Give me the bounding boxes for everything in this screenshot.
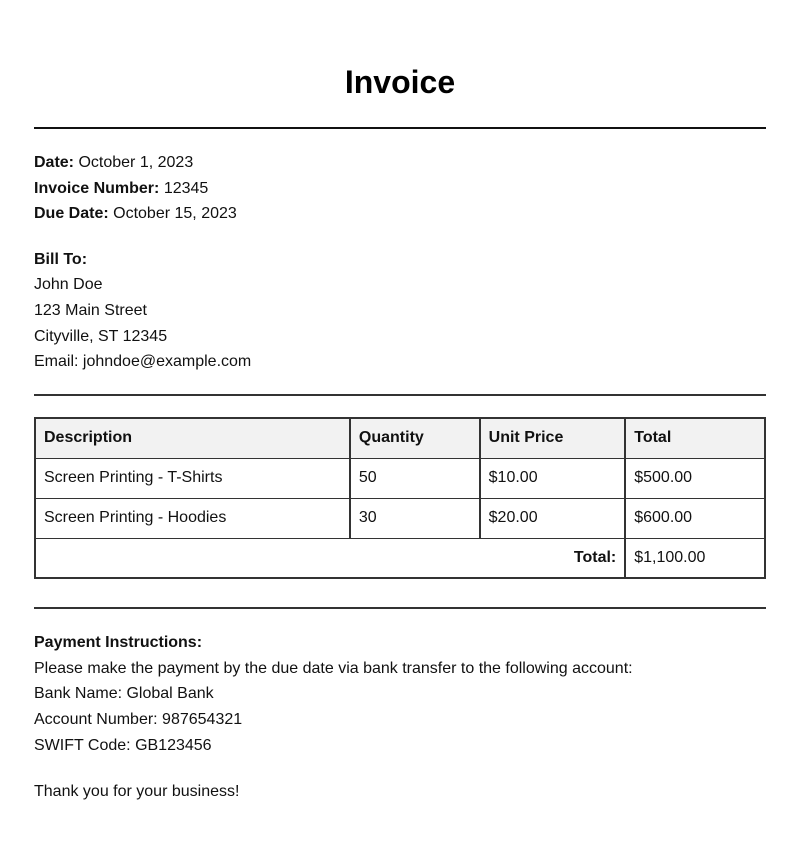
due-date-label: Due Date: [34,205,109,222]
due-date-value: October 15, 2023 [113,205,237,222]
closing-message: Thank you for your business! [34,783,240,800]
grand-total-value: $1,100.00 [625,538,765,578]
bank-name: Bank Name: Global Bank [34,685,214,702]
column-header-description: Description [35,418,350,458]
bill-to-city: Cityville, ST 12345 [34,328,168,345]
date-value: October 1, 2023 [78,154,194,171]
grand-total-label: Total: [35,538,625,578]
bill-to-heading: Bill To: [34,251,88,268]
bill-to-email: Email: johndoe@example.com [34,353,252,370]
table-row [35,458,765,498]
invoice-items-table [34,417,766,579]
payment-intro: Please make the payment by the due date via bank transfer to the following account: [34,660,633,677]
swift-code: SWIFT Code: GB123456 [34,737,212,754]
due-date [34,204,237,224]
payment-heading: Payment Instructions: [34,634,203,651]
cell-total: $500.00 [625,458,765,498]
invoice-page [34,0,766,800]
column-header-unit-price: Unit Price [480,418,626,458]
cell-description: Screen Printing - T-Shirts [35,458,350,498]
invoice-number-label: Invoice Number: [34,180,160,197]
section-divider [34,607,766,609]
invoice-number [34,179,208,199]
table-total-row [35,538,765,578]
invoice-date [34,153,193,173]
cell-quantity: 30 [350,498,480,538]
cell-description: Screen Printing - Hoodies [35,498,350,538]
bill-to-street: 123 Main Street [34,302,147,319]
invoice-number-value: 12345 [163,180,209,197]
table-header-row [35,418,765,458]
column-header-quantity: Quantity [350,418,480,458]
cell-unit-price: $10.00 [480,458,626,498]
account-number: Account Number: 987654321 [34,711,243,728]
invoice-title: Invoice [344,64,456,100]
date-label: Date: [34,154,75,171]
header-divider [34,127,766,129]
cell-unit-price: $20.00 [480,498,626,538]
cell-quantity: 50 [350,458,480,498]
bill-to-name: John Doe [34,276,103,293]
table-row [35,498,765,538]
cell-total: $600.00 [625,498,765,538]
column-header-total: Total [625,418,765,458]
section-divider [34,394,766,396]
